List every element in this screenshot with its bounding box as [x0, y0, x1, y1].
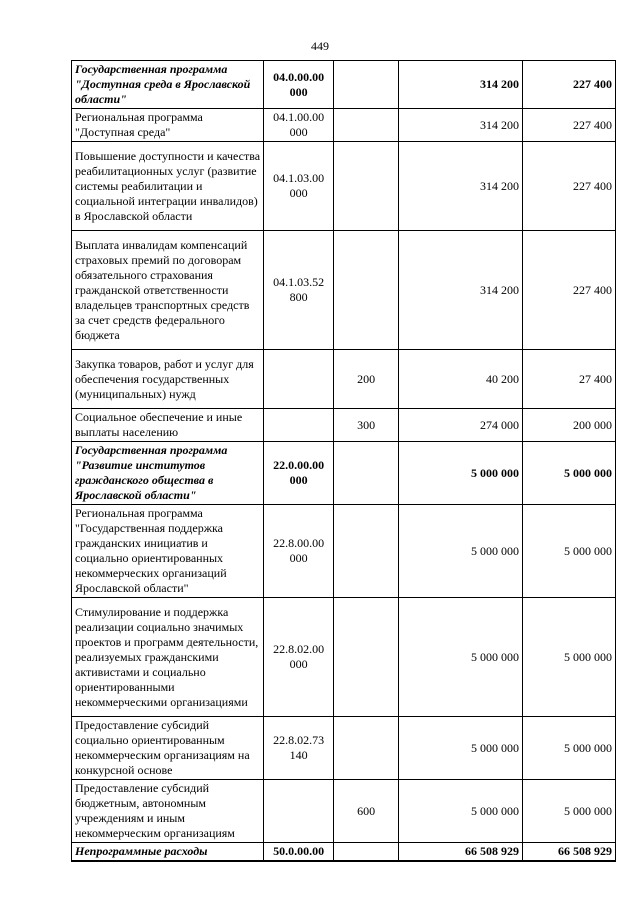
row-expense-type: 300 — [333, 409, 398, 442]
row-expense-type — [333, 505, 398, 598]
row-code — [264, 780, 334, 843]
row-sum-1: 5 000 000 — [399, 717, 523, 780]
row-name: Государственная программа "Развитие институтов гражданского общества в Ярославской области" — [72, 442, 264, 505]
row-name: Государственная программа "Доступная среда в Ярославской области" — [72, 61, 264, 109]
row-expense-type — [333, 717, 398, 780]
budget-table — [71, 60, 616, 862]
table-row — [72, 717, 616, 780]
row-code: 04.1.03.52 800 — [264, 231, 334, 350]
row-expense-type: 200 — [333, 350, 398, 409]
row-expense-type — [333, 109, 398, 142]
row-sum-1: 274 000 — [399, 409, 523, 442]
table-row — [72, 780, 616, 843]
table-row — [72, 409, 616, 442]
row-code: 04.1.03.00 000 — [264, 142, 334, 231]
row-expense-type — [333, 142, 398, 231]
row-code: 50.0.00.00 — [264, 843, 334, 862]
row-sum-1: 5 000 000 — [399, 780, 523, 843]
row-expense-type — [333, 61, 398, 109]
page-number: 449 — [311, 39, 329, 53]
table-row — [72, 109, 616, 142]
row-sum-2: 227 400 — [523, 231, 616, 350]
row-code: 22.0.00.00 000 — [264, 442, 334, 505]
row-sum-1: 5 000 000 — [399, 442, 523, 505]
row-name: Предоставление субсидий бюджетным, автономным учреждениям и иным некоммерческим организациям — [72, 780, 264, 843]
row-code — [264, 409, 334, 442]
row-sum-2: 66 508 929 — [523, 843, 616, 862]
row-name: Предоставление субсидий социально ориентированным некоммерческим организациям на конкурсной основе — [72, 717, 264, 780]
row-code: 04.1.00.00 000 — [264, 109, 334, 142]
row-code — [264, 350, 334, 409]
row-name: Региональная программа "Доступная среда" — [72, 109, 264, 142]
row-sum-2: 5 000 000 — [523, 717, 616, 780]
row-sum-2: 227 400 — [523, 109, 616, 142]
table-row — [72, 442, 616, 505]
row-name: Закупка товаров, работ и услуг для обеспечения государственных (муниципальных) нужд — [72, 350, 264, 409]
row-expense-type — [333, 231, 398, 350]
row-sum-1: 314 200 — [399, 109, 523, 142]
row-sum-2: 27 400 — [523, 350, 616, 409]
row-name: Региональная программа "Государственная поддержка гражданских инициатив и социально ориентированных некоммерческих организаций Ярославской области" — [72, 505, 264, 598]
row-expense-type — [333, 843, 398, 862]
table-row — [72, 350, 616, 409]
row-code: 04.0.00.00 000 — [264, 61, 334, 109]
row-expense-type — [333, 598, 398, 717]
row-sum-2: 5 000 000 — [523, 780, 616, 843]
row-sum-1: 5 000 000 — [399, 505, 523, 598]
row-sum-2: 227 400 — [523, 61, 616, 109]
row-sum-1: 314 200 — [399, 142, 523, 231]
row-name: Повышение доступности и качества реабилитационных услуг (развитие системы реабилитации и социальной интеграции инвалидов) в Ярославской области — [72, 142, 264, 231]
table-row — [72, 61, 616, 109]
row-sum-1: 40 200 — [399, 350, 523, 409]
row-expense-type — [333, 442, 398, 505]
row-code: 22.8.02.00 000 — [264, 598, 334, 717]
row-code: 22.8.02.73 140 — [264, 717, 334, 780]
row-name: Стимулирование и поддержка реализации социально значимых проектов и программ деятельности, реализуемых гражданскими активистами и социально ориентированными некоммерческими организациями — [72, 598, 264, 717]
row-sum-1: 314 200 — [399, 231, 523, 350]
table-row — [72, 142, 616, 231]
table-row — [72, 505, 616, 598]
row-sum-1: 66 508 929 — [399, 843, 523, 862]
row-expense-type: 600 — [333, 780, 398, 843]
row-code: 22.8.00.00 000 — [264, 505, 334, 598]
row-sum-2: 227 400 — [523, 142, 616, 231]
table-row — [72, 231, 616, 350]
row-name: Социальное обеспечение и иные выплаты населению — [72, 409, 264, 442]
row-sum-1: 5 000 000 — [399, 598, 523, 717]
row-name: Непрограммные расходы — [72, 843, 264, 862]
row-name: Выплата инвалидам компенсаций страховых премий по договорам обязательного страхования гражданской ответственности владельцев транспортных средств за счет средств федерального бюджета — [72, 231, 264, 350]
row-sum-2: 5 000 000 — [523, 442, 616, 505]
row-sum-2: 5 000 000 — [523, 598, 616, 717]
row-sum-1: 314 200 — [399, 61, 523, 109]
table-row — [72, 598, 616, 717]
row-sum-2: 200 000 — [523, 409, 616, 442]
row-sum-2: 5 000 000 — [523, 505, 616, 598]
table-row — [72, 843, 616, 862]
